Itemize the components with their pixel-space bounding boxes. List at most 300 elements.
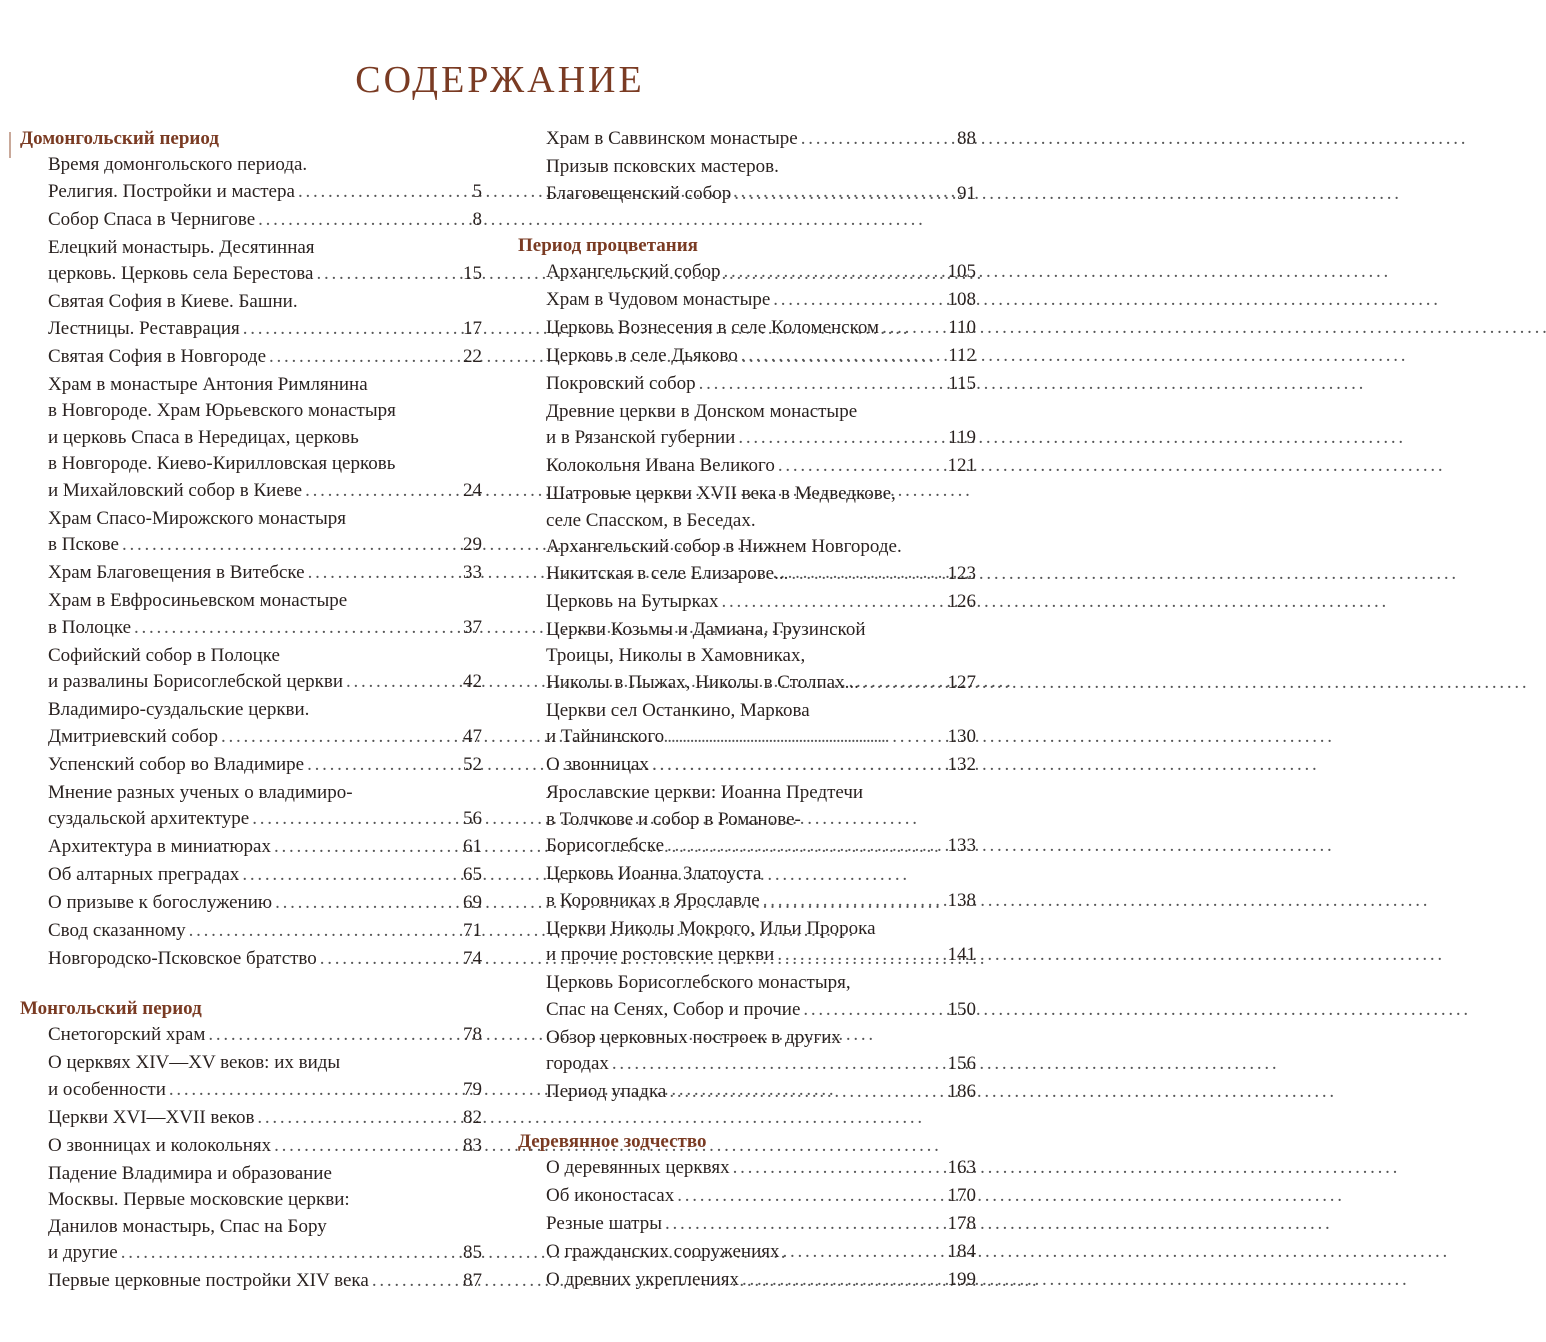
- page-number: 22: [463, 345, 482, 367]
- toc-entry-text: в Пскове: [48, 534, 119, 555]
- page-number: 112: [948, 344, 976, 366]
- toc-entry-line: [48, 152, 482, 179]
- toc-entry[interactable]: [48, 946, 482, 973]
- page-number: 29: [463, 534, 482, 555]
- dot-leader: [741, 343, 945, 370]
- toc-entry-line: [546, 589, 976, 616]
- toc-entry-text: и прочие ростовские церкви: [546, 944, 775, 965]
- toc-entry-line: [48, 398, 482, 425]
- toc-entry[interactable]: [48, 918, 482, 945]
- toc-entry-list: [518, 1155, 976, 1294]
- page-number: 150: [947, 998, 976, 1020]
- toc-entry-line: [48, 1214, 482, 1241]
- dot-leader: [243, 316, 460, 343]
- toc-entry-line: [546, 181, 976, 208]
- toc-entry-list: [518, 126, 976, 207]
- toc-entry-text: Святая София в Новгороде: [48, 345, 267, 367]
- toc-entry-text: Церковь на Бутырках: [546, 590, 719, 612]
- toc-entry-text: Собор Спаса в Чернигове: [48, 208, 256, 230]
- section-gap: [20, 974, 482, 996]
- toc-entry-line: [48, 780, 482, 807]
- toc-entry-text: суздальской архитектуре: [48, 808, 250, 829]
- toc-entry-text: и в Рязанской губернии: [546, 427, 736, 448]
- page-number: 115: [948, 372, 976, 394]
- page-number: 87: [463, 1270, 482, 1291]
- toc-entry-text: в Новгороде. Киево-Кирилловская церковь: [48, 453, 396, 474]
- toc-entry-text: Церкви сел Останкино, Маркова: [546, 699, 810, 721]
- dot-leader: [298, 179, 470, 206]
- toc-entry-line: [48, 289, 482, 316]
- toc-entry[interactable]: [546, 259, 976, 286]
- dot-leader: [791, 561, 944, 588]
- dot-leader: [121, 1240, 460, 1267]
- toc-entry-line: [546, 126, 976, 153]
- page-number: 42: [463, 671, 482, 692]
- page-number: 37: [463, 616, 482, 638]
- page-number: 156: [947, 1053, 976, 1074]
- toc-entry-line: [48, 834, 482, 861]
- toc-entry[interactable]: [546, 861, 976, 914]
- toc-entry[interactable]: [546, 453, 976, 480]
- toc-entry-line: [48, 918, 482, 945]
- toc-entry[interactable]: [48, 643, 482, 696]
- toc-entry-line: [48, 532, 482, 559]
- dot-leader: [274, 834, 460, 861]
- toc-entry-text: О звонницах: [546, 754, 649, 775]
- toc-entry-line: [48, 862, 482, 889]
- toc-entry-text: Снетогорский храм: [48, 1024, 206, 1045]
- toc-entry-line: [48, 615, 482, 642]
- page-number: 186: [947, 1081, 976, 1102]
- toc-entry-text: Ярославские церкви: Иоанна Предтечи: [546, 782, 864, 803]
- page-number: 132: [947, 754, 976, 775]
- toc-entry[interactable]: [546, 287, 976, 314]
- dot-leader: [305, 478, 460, 505]
- toc-entry-text: Софийский собор в Полоцке: [48, 644, 280, 666]
- toc-entry-text: и церковь Спаса в Нередицах, церковь: [48, 426, 359, 448]
- toc-entry-line: [546, 970, 976, 997]
- toc-entry-line: [48, 1240, 482, 1267]
- toc-entry-line: [48, 1022, 482, 1049]
- dot-leader: [221, 724, 460, 751]
- toc-entry-line: [546, 481, 976, 508]
- page-number: 163: [947, 1157, 976, 1178]
- toc-entry-line: [546, 287, 976, 314]
- toc-entry-line: [546, 561, 976, 588]
- dot-leader: [316, 261, 460, 288]
- toc-entry[interactable]: [48, 1105, 482, 1132]
- toc-entry-line: [546, 1183, 976, 1210]
- page-number: 61: [463, 836, 482, 857]
- toc-entry-line: [48, 588, 482, 615]
- toc-entry-text: Храм в Чудовом монастыре: [546, 288, 771, 310]
- toc-entry[interactable]: [546, 780, 976, 860]
- page-number: 141: [947, 944, 976, 965]
- toc-entry[interactable]: [48, 1133, 482, 1160]
- toc-entry[interactable]: [546, 1239, 976, 1266]
- toc-entry-line: [546, 916, 976, 943]
- toc-entry-line: [546, 1079, 976, 1106]
- toc-entry-line: [546, 154, 976, 181]
- toc-entry-text: Храм в Саввинском монастыре: [546, 128, 798, 149]
- dot-leader: [242, 862, 460, 889]
- toc-entry-list: [518, 259, 976, 1106]
- toc-entry-text: церковь. Церковь села Берестова: [48, 263, 314, 284]
- toc-entry-line: [546, 259, 976, 286]
- toc-entry[interactable]: [48, 372, 482, 505]
- toc-entry-line: [48, 372, 482, 399]
- page-number: 105: [947, 260, 976, 282]
- toc-entry[interactable]: [546, 315, 976, 342]
- dot-leader: [257, 1105, 460, 1132]
- toc-entry-text: Древние церкви в Донском монастыре: [546, 400, 858, 422]
- page-number: 74: [463, 948, 482, 969]
- toc-entry[interactable]: [48, 1022, 482, 1049]
- toc-entry[interactable]: [48, 1161, 482, 1267]
- toc-entry-text: Об иконостасах: [546, 1185, 675, 1206]
- page-number: 178: [947, 1213, 976, 1234]
- toc-entry-text: Первые церковные постройки XIV века: [48, 1270, 369, 1291]
- dot-leader: [652, 752, 945, 779]
- toc-entry-line: [546, 453, 976, 480]
- toc-entry-line: [546, 888, 976, 915]
- toc-entry-line: [546, 780, 976, 807]
- toc-entry-line: [48, 669, 482, 696]
- toc-entry[interactable]: [48, 588, 482, 641]
- dot-leader: [269, 344, 460, 371]
- page-number: 123: [947, 562, 976, 584]
- toc-entry-line: [546, 534, 976, 561]
- dot-leader: [372, 1268, 460, 1295]
- margin-mark: [9, 132, 11, 158]
- page-number: 119: [948, 427, 976, 448]
- dot-leader: [667, 833, 944, 860]
- page-number: 88: [957, 128, 976, 149]
- toc-entry[interactable]: [48, 344, 482, 371]
- toc-entry-text: Религия. Постройки и мастера: [48, 180, 295, 202]
- page-number: 8: [472, 208, 482, 230]
- toc-entry-text: Архангельский собор в Нижнем Новгороде.: [546, 536, 902, 557]
- toc-entry-text: Обзор церковных построек в других: [546, 1026, 841, 1048]
- dot-leader: [346, 669, 460, 696]
- toc-entry-line: [546, 343, 976, 370]
- toc-entry-line: [546, 752, 976, 779]
- toc-entry-text: Церкви Козьмы и Дамиана, Грузинской: [546, 618, 866, 640]
- toc-entry-line: [546, 371, 976, 398]
- page-number: 52: [463, 753, 482, 775]
- toc-entry-line: [48, 1187, 482, 1214]
- toc-entry-line: [48, 316, 482, 343]
- toc-entry-line: [546, 508, 976, 535]
- toc-entry-line: [48, 560, 482, 587]
- dot-leader: [320, 946, 460, 973]
- toc-entry-line: [546, 1267, 976, 1294]
- toc-entry[interactable]: [546, 1025, 976, 1078]
- page-number: 127: [947, 671, 976, 693]
- toc-entry-line: [48, 207, 482, 234]
- toc-entry[interactable]: [48, 834, 482, 861]
- toc-entry-text: Елецкий монастырь. Десятинная: [48, 236, 315, 258]
- toc-entry-text: Никитская в селе Елизарове...: [546, 562, 789, 584]
- section-gap: [518, 1107, 976, 1129]
- toc-entry-text: Храм Благовещения в Витебске: [48, 562, 305, 583]
- toc-entry-text: Москвы. Первые московские церкви:: [48, 1189, 350, 1210]
- dot-leader: [122, 532, 460, 559]
- page-title: СОДЕРЖАНИЕ: [355, 59, 645, 101]
- page-number: 5: [472, 180, 482, 202]
- toc-entry[interactable]: [48, 207, 482, 234]
- toc-entry-line: [546, 1155, 976, 1182]
- section-heading: Домонгольский период: [20, 128, 219, 149]
- toc-entry[interactable]: [546, 752, 976, 779]
- page-number: 133: [947, 835, 976, 856]
- page-number: 69: [463, 892, 482, 913]
- toc-entry-line: [48, 235, 482, 262]
- dot-leader: [803, 997, 944, 1024]
- toc-entry-line: [546, 807, 976, 834]
- dot-leader: [862, 670, 945, 697]
- toc-entry-text: О церквях XIV—XV веков: их виды: [48, 1052, 341, 1073]
- page-number: 24: [463, 479, 482, 501]
- dot-leader: [722, 589, 945, 616]
- section-gap: [518, 209, 976, 233]
- page-number: 130: [947, 726, 976, 747]
- toc-entry[interactable]: [546, 371, 976, 398]
- toc-entry-line: [546, 724, 976, 751]
- dot-leader: [134, 615, 460, 642]
- toc-entry-text: Троицы, Николы в Хамовниках,: [546, 645, 806, 666]
- toc-entry-text: О призыве к богослужению: [48, 892, 273, 913]
- toc-entry-line: [48, 425, 482, 452]
- toc-entry[interactable]: [546, 154, 976, 207]
- toc-entry-line: [48, 1050, 482, 1077]
- toc-entry[interactable]: [546, 698, 976, 751]
- toc-entry-text: Резные шатры: [546, 1213, 662, 1234]
- toc-entry[interactable]: [546, 126, 976, 153]
- toc-entry-list: [20, 152, 482, 973]
- toc-entry-line: [546, 315, 976, 342]
- toc-entry-line: [546, 1211, 976, 1238]
- toc-entry[interactable]: [546, 1183, 976, 1210]
- page-number: 126: [947, 590, 976, 612]
- toc-entry-text: Церковь в селе Дьяково: [546, 344, 738, 366]
- section-heading: Период процветания: [518, 234, 698, 256]
- dot-leader: [252, 806, 460, 833]
- toc-entry[interactable]: [546, 1155, 976, 1182]
- toc-entry-text: Свод сказанному: [48, 920, 186, 941]
- toc-entry[interactable]: [546, 589, 976, 616]
- dot-leader: [189, 918, 460, 945]
- toc-entry-line: [546, 670, 976, 697]
- toc-entry-line: [546, 643, 976, 670]
- page-number: 138: [947, 889, 976, 911]
- toc-section: [20, 996, 482, 1295]
- toc-entry-line: [48, 261, 482, 288]
- toc-entry[interactable]: [48, 506, 482, 559]
- toc-entry-text: Борисоглебске: [546, 835, 665, 856]
- page-number: 71: [463, 920, 482, 941]
- dot-leader: [724, 259, 945, 286]
- toc-entry[interactable]: [546, 343, 976, 370]
- page-number: 33: [463, 562, 482, 583]
- toc-entry[interactable]: [546, 1267, 976, 1294]
- page-number: 78: [463, 1024, 482, 1045]
- dot-leader: [677, 1183, 944, 1210]
- toc-entry-text: Шатровые церкви XVII века в Медведкове,: [546, 483, 896, 504]
- toc-entry-line: [48, 1105, 482, 1132]
- toc-entry-text: О гражданских сооружениях: [546, 1241, 780, 1262]
- toc-entry-line: [48, 1268, 482, 1295]
- toc-entry-text: Падение Владимира и образование: [48, 1162, 332, 1184]
- toc-entry-text: Покровский собор: [546, 372, 696, 394]
- page-number: 47: [463, 725, 482, 747]
- dot-leader: [783, 1239, 945, 1266]
- toc-entry-text: и Тайнинского: [546, 726, 665, 747]
- toc-entry-text: Церковь Борисоглебского монастыря,: [546, 972, 851, 993]
- toc-entry-text: в Коровниках в Ярославле: [546, 889, 760, 911]
- toc-entry-line: [48, 1161, 482, 1188]
- toc-entry[interactable]: [546, 1211, 976, 1238]
- toc-entry[interactable]: [48, 152, 482, 205]
- toc-entry-text: Лестницы. Реставрация: [48, 317, 240, 339]
- toc-entry-line: [48, 946, 482, 973]
- toc-entry-line: [546, 1051, 976, 1078]
- toc-entry[interactable]: [48, 560, 482, 587]
- toc-entry[interactable]: [48, 1268, 482, 1295]
- toc-entry[interactable]: [48, 235, 482, 288]
- toc-entry-text: в Новгороде. Храм Юрьевского монастыря: [48, 400, 396, 421]
- page-number: 91: [957, 182, 976, 204]
- page-number: 199: [947, 1269, 976, 1290]
- toc-entry[interactable]: [546, 617, 976, 697]
- dot-leader: [801, 126, 954, 153]
- toc-entry-line: [546, 425, 976, 452]
- page-number: 184: [947, 1241, 976, 1262]
- toc-entry-text: селе Спасском, в Беседах.: [546, 509, 756, 531]
- toc-entry-text: О деревянных церквях: [546, 1157, 730, 1178]
- toc-entry-text: Владимиро-суздальские церкви.: [48, 699, 310, 720]
- toc-entry[interactable]: [48, 752, 482, 779]
- toc-entry-text: Церковь Иоанна Златоуста: [546, 863, 762, 884]
- toc-entry-text: и особенности: [48, 1078, 166, 1100]
- toc-entry-line: [546, 399, 976, 426]
- toc-section: [518, 126, 976, 207]
- toc-entry-list: [20, 1022, 482, 1295]
- toc-entry-line: [546, 1239, 976, 1266]
- toc-entry[interactable]: [546, 970, 976, 1023]
- toc-entry-line: [546, 997, 976, 1024]
- toc-entry[interactable]: [546, 399, 976, 452]
- toc-entry[interactable]: [48, 697, 482, 750]
- toc-entry[interactable]: [48, 862, 482, 889]
- dot-leader: [307, 752, 460, 779]
- toc-entry-line: [546, 698, 976, 725]
- toc-entry[interactable]: [546, 916, 976, 969]
- page-number: 15: [463, 263, 482, 284]
- toc-entry-text: Призыв псковских мастеров.: [546, 156, 779, 177]
- toc-entry-line: [48, 806, 482, 833]
- dot-leader: [773, 287, 944, 314]
- dot-leader: [669, 1079, 944, 1106]
- toc-section: [20, 126, 482, 973]
- toc-entry-line: [48, 506, 482, 533]
- page-number: 121: [947, 455, 976, 476]
- toc-entry-text: Дмитриевский собор: [48, 725, 218, 747]
- page-number: 17: [463, 317, 482, 339]
- toc-entry-line: [48, 179, 482, 206]
- page-number: 56: [463, 808, 482, 829]
- dot-leader: [882, 315, 945, 342]
- toc-entry-text: Храм в Евфросиньевском монастыре: [48, 590, 348, 611]
- toc-entry-line: [48, 724, 482, 751]
- toc-entry[interactable]: [546, 1079, 976, 1106]
- toc-entry-text: Николы в Пыжах, Николы в Столпах...: [546, 671, 859, 693]
- toc-entry-text: Святая София в Киеве. Башни.: [48, 291, 298, 312]
- page-number: 82: [463, 1106, 482, 1128]
- toc-entry-line: [48, 697, 482, 724]
- dot-leader: [742, 1267, 945, 1294]
- toc-entry-text: Церковь Вознесения в селе Коломенском: [546, 316, 880, 338]
- toc-entry-text: в Полоцке: [48, 616, 132, 638]
- toc-entry-text: в Толчкове и собор в Романове-: [546, 808, 801, 830]
- dot-leader: [258, 207, 469, 234]
- toc-entry-line: [48, 1133, 482, 1160]
- toc-entry-line: [48, 451, 482, 478]
- toc-entry-line: [48, 1077, 482, 1104]
- dot-leader: [665, 1211, 945, 1238]
- toc-entry-text: Благовещенский собор: [546, 182, 732, 204]
- toc-entry[interactable]: [48, 890, 482, 917]
- toc-entry-line: [546, 833, 976, 860]
- toc-entry-text: Новгородско-Псковское братство: [48, 948, 317, 969]
- left-column: [20, 126, 482, 1296]
- toc-entry-line: [48, 478, 482, 505]
- toc-entry-line: [546, 861, 976, 888]
- toc-entry-text: О звонницах и колокольнях: [48, 1134, 272, 1156]
- dot-leader: [763, 888, 945, 915]
- dot-leader: [699, 371, 946, 398]
- dot-leader: [208, 1022, 460, 1049]
- toc-entry-text: Храм Спасо-Мирожского монастыря: [48, 507, 346, 529]
- toc-entry-line: [546, 1025, 976, 1052]
- dot-leader: [738, 425, 945, 452]
- toc-entry[interactable]: [48, 289, 482, 342]
- toc-entry[interactable]: [48, 1050, 482, 1103]
- toc-entry[interactable]: [546, 481, 976, 587]
- toc-entry-text: и другие: [48, 1242, 118, 1263]
- section-heading: Деревянное зодчество: [518, 1131, 707, 1152]
- toc-entry-text: Об алтарных преградах: [48, 864, 240, 885]
- page-number: 85: [463, 1242, 482, 1263]
- toc-entry-text: и Михайловский собор в Киеве: [48, 479, 303, 501]
- dot-leader: [308, 560, 460, 587]
- toc-entry-text: Спас на Сенях, Собор и прочие: [546, 998, 801, 1020]
- page-number: 170: [947, 1185, 976, 1206]
- dot-leader: [777, 942, 944, 969]
- toc-section: [518, 1129, 976, 1294]
- dot-leader: [667, 724, 944, 751]
- page-number: 65: [463, 864, 482, 885]
- toc-entry-text: Храм в монастыре Антония Римлянина: [48, 373, 368, 395]
- toc-entry[interactable]: [48, 780, 482, 833]
- section-heading: Монгольский период: [20, 998, 202, 1019]
- toc-entry-text: О древних укреплениях: [546, 1269, 739, 1290]
- toc-section: [518, 233, 976, 1106]
- toc-entry-text: Успенский собор во Владимире: [48, 753, 305, 775]
- page-number: 83: [463, 1134, 482, 1156]
- toc-entry-line: [546, 617, 976, 644]
- toc-entry-text: Время домонгольского периода.: [48, 154, 308, 175]
